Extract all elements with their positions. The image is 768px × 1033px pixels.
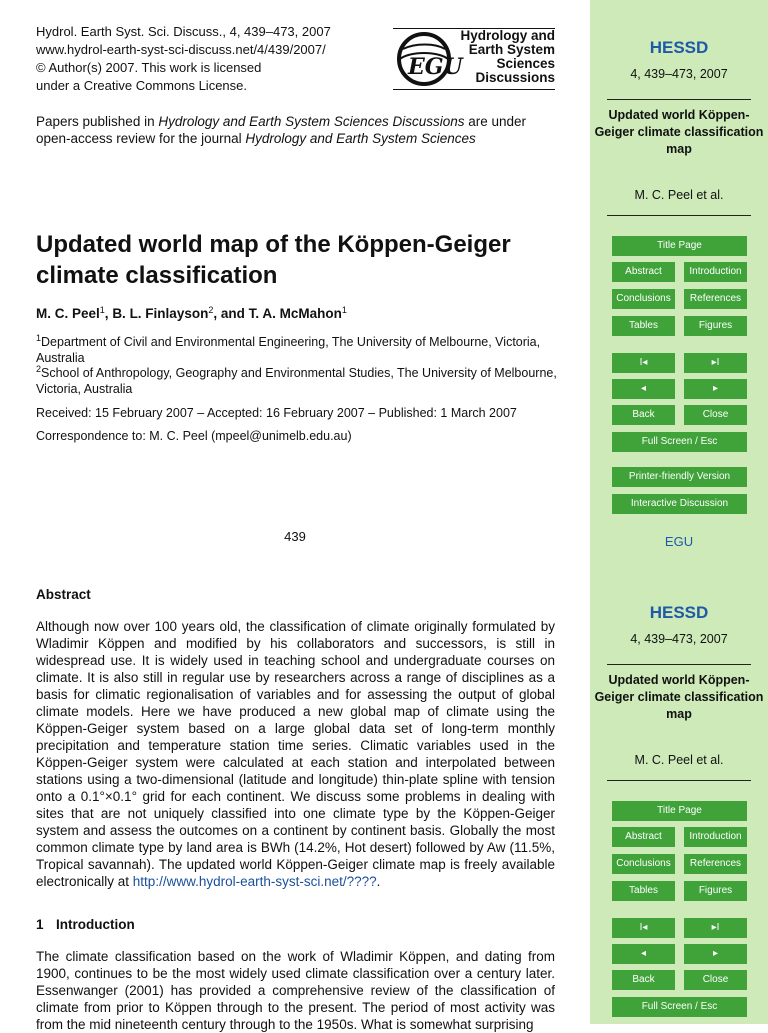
author-name: T. A. McMahon bbox=[248, 306, 342, 321]
open-access-note: Papers published in Hydrology and Earth System Sciences Discussions are under open-access review for the journal Hydrology and Earth System Sciences bbox=[36, 114, 527, 146]
section-heading: 1 Introduction bbox=[36, 917, 135, 932]
abstract-text: Although now over 100 years old, the classification of climate originally formulated by Wladimir Köppen and modified by his collaborators and successors, is still in widespread use. It is widely used in teaching school and undergraduate courses on climate. It is also still in regular use by researchers across a range of disciplines as a basis for climatic regionalisation of variables and for assessing the output of global climate models. Here we have produced a new global map of climate using the Köppen-Geiger system based on a large global data set of long-term monthly precipitation and temperature station time series. Climatic variables used in the Köppen-Geiger system were calculated at each station and interpolated between stations using a two-dimensional (latitude and longitude) thin-plate spline with tension onto a 0.1°×0.1° grid for each continent. We discuss some problems in dealing with sites that are not uniquely classified into one climate type by the Köppen-Geiger system and assess the outcomes on a continent by continent basis. Globally the most common climate type by land area is BWh (14.2%, Hot desert) followed by Aw (11.5%, Tropical savannah). The updated world Köppen-Geiger climate map is freely available electronically at http://www.hydrol-earth-syst-sci.net/????. bbox=[36, 619, 555, 889]
introduction-button[interactable]: Introduction bbox=[684, 827, 747, 847]
author-name: B. L. Finlayson bbox=[112, 306, 209, 321]
conclusions-button[interactable]: Conclusions bbox=[612, 289, 675, 309]
abstract-heading: Abstract bbox=[36, 587, 91, 602]
sidebar-authors: M. C. Peel et al. bbox=[634, 188, 724, 202]
citation-line: under a Creative Commons License. bbox=[36, 78, 247, 93]
navigation-sidebar bbox=[590, 0, 768, 1024]
author-list: M. C. Peel$^1$, B. L. Finlayson$^2$, and T. A. McMahon$^1$ bbox=[36, 305, 347, 321]
citation-line: Hydrol. Earth Syst. Sci. Discuss., 4, 439–473, 2007 bbox=[36, 24, 331, 39]
correspondence: Correspondence to: M. C. Peel (mpeel@unimelb.edu.au) bbox=[36, 429, 352, 443]
title-page-button[interactable]: Title Page bbox=[612, 801, 747, 821]
sidebar-paper-title: Updated world Köppen-Geiger climate classification map bbox=[594, 673, 764, 721]
affiliation: $^2$School of Anthropology, Geography and Environmental Studies, The University of Melbourne, Victoria, Australia bbox=[36, 364, 557, 396]
tables-button[interactable]: Tables bbox=[612, 881, 675, 901]
conclusions-button[interactable]: Conclusions bbox=[612, 854, 675, 874]
back-button[interactable]: Back bbox=[612, 405, 675, 425]
abstract-button[interactable]: Abstract bbox=[612, 262, 675, 282]
previous-page-button[interactable]: ◂ bbox=[612, 379, 675, 399]
interactive-discussion-button[interactable]: Interactive Discussion bbox=[612, 494, 747, 514]
previous-page-button[interactable]: ◂ bbox=[612, 944, 675, 964]
received-dates: Received: 15 February 2007 – Accepted: 16 February 2007 – Published: 1 March 2007 bbox=[36, 406, 517, 420]
logo-line: Sciences bbox=[496, 56, 555, 71]
tables-button[interactable]: Tables bbox=[612, 316, 675, 336]
back-button[interactable]: Back bbox=[612, 970, 675, 990]
data-link[interactable]: http://www.hydrol-earth-syst-sci.net/???? bbox=[132, 874, 377, 889]
divider bbox=[607, 99, 751, 100]
journal-abbrev: HESSD bbox=[649, 603, 709, 622]
divider bbox=[607, 664, 751, 665]
journal-citation: 4, 439–473, 2007 bbox=[630, 67, 728, 81]
figures-button[interactable]: Figures bbox=[684, 881, 747, 901]
journal-abbrev: HESSD bbox=[649, 38, 709, 57]
journal-logo bbox=[393, 28, 555, 90]
citation-line: www.hydrol-earth-syst-sci-discuss.net/4/439/2007/ bbox=[36, 42, 326, 57]
divider bbox=[607, 780, 751, 781]
references-button[interactable]: References bbox=[684, 289, 747, 309]
next-page-button[interactable]: ▸ bbox=[684, 944, 747, 964]
author-name: M. C. Peel bbox=[36, 306, 100, 321]
journal-name-italic: Hydrology and Earth System Sciences Discussions bbox=[158, 114, 465, 129]
journal-name-italic: Hydrology and Earth System Sciences bbox=[245, 131, 476, 146]
affiliations bbox=[36, 335, 558, 397]
logo-letters: EGU bbox=[408, 54, 463, 80]
logo-line: Discussions bbox=[475, 70, 555, 85]
paper-title: Updated world map of the Köppen-Geiger climate classification bbox=[36, 231, 511, 289]
close-button[interactable]: Close bbox=[684, 970, 747, 990]
introduction-text: The climate classification based on the work of Wladimir Köppen, and dating from 1900, continues to be the most widely used climate classification over a century later. Essenwanger (2001) has provided a comprehensive review of the classification of climate from prior to Köppen through to the present. The period of most activity was from the mid nineteenth century through to the 1950s. What is somewhat surprising bbox=[36, 949, 555, 1032]
journal-citation: 4, 439–473, 2007 bbox=[630, 632, 728, 646]
introduction-button[interactable]: Introduction bbox=[684, 262, 747, 282]
close-button[interactable]: Close bbox=[684, 405, 747, 425]
egu-logo-icon bbox=[395, 29, 463, 89]
first-page-button[interactable]: I◂ bbox=[612, 353, 675, 373]
next-page-button[interactable]: ▸ bbox=[684, 379, 747, 399]
abstract-button[interactable]: Abstract bbox=[612, 827, 675, 847]
logo-line: Earth System bbox=[468, 42, 555, 57]
title-page-button[interactable]: Title Page bbox=[612, 236, 747, 256]
page-number: 439 bbox=[284, 529, 306, 544]
citation-line: © Author(s) 2007. This work is licensed bbox=[36, 60, 262, 75]
logo-text bbox=[460, 29, 555, 85]
sidebar-authors: M. C. Peel et al. bbox=[634, 753, 724, 767]
egu-link[interactable]: EGU bbox=[664, 534, 694, 549]
printer-friendly-button[interactable]: Printer-friendly Version bbox=[612, 467, 747, 487]
affiliation: $^1$Department of Civil and Environmental Engineering, The University of Melbourne, Victoria, Australia bbox=[36, 333, 541, 365]
divider bbox=[607, 215, 751, 216]
logo-line: Hydrology and bbox=[460, 28, 555, 43]
logo-rule bbox=[393, 89, 555, 90]
figures-button[interactable]: Figures bbox=[684, 316, 747, 336]
first-page-button[interactable]: I◂ bbox=[612, 918, 675, 938]
sidebar-paper-title: Updated world Köppen-Geiger climate classification map bbox=[594, 108, 764, 156]
references-button[interactable]: References bbox=[684, 854, 747, 874]
fullscreen-button[interactable]: Full Screen / Esc bbox=[612, 432, 747, 452]
citation-block bbox=[36, 23, 331, 95]
fullscreen-button[interactable]: Full Screen / Esc bbox=[612, 997, 747, 1017]
last-page-button[interactable]: ▸I bbox=[684, 918, 747, 938]
last-page-button[interactable]: ▸I bbox=[684, 353, 747, 373]
